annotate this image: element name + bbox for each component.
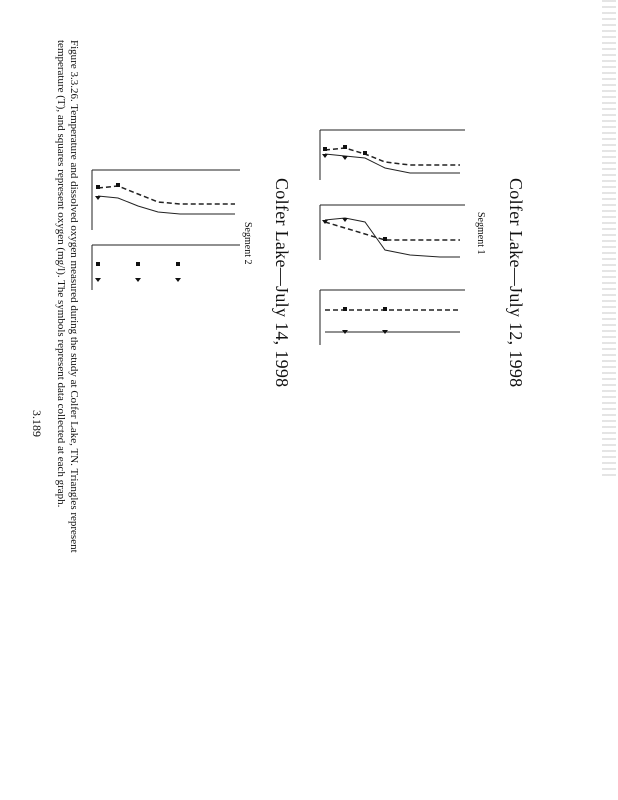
figure-title-july-12: Colfer Lake—July 12, 1998: [506, 178, 526, 388]
chart-group-july-12: [300, 110, 500, 370]
data-point: [116, 183, 120, 187]
chart-panel-3: [320, 290, 465, 345]
data-point: [343, 307, 347, 311]
data-point: [96, 185, 100, 189]
data-point: [363, 151, 367, 155]
legend-label-lower: Segment 2: [242, 222, 253, 265]
data-point: [342, 218, 348, 222]
caption-line-1: Figure 3.3.26. Temperature and dissolved oxygen measured during the study at Colfer Lake, TN. Triangles represent: [68, 40, 80, 553]
figure-caption: [54, 40, 80, 553]
data-point: [95, 278, 101, 282]
data-point: [322, 154, 328, 158]
chart-panel-1: [320, 130, 465, 180]
data-point: [383, 237, 387, 241]
page-number: 3.189: [30, 410, 44, 437]
data-point: [136, 262, 140, 266]
temperature-line: [98, 196, 235, 214]
data-point: [343, 145, 347, 149]
data-point: [96, 262, 100, 266]
data-point: [175, 278, 181, 282]
oxygen-line: [325, 222, 460, 240]
legend-label-upper: Segment 1: [475, 212, 486, 255]
oxygen-line: [98, 186, 235, 204]
data-point: [95, 196, 101, 200]
caption-line-2: temperature (T), and squares represent oxygen (mg/l). The symbols represent data collected at each graph.: [55, 40, 67, 508]
figure-title-july-14: Colfer Lake—July 14, 1998: [272, 178, 292, 388]
chart-group-july-14: [80, 150, 260, 300]
chart-panel-4: [92, 170, 240, 230]
data-point: [176, 262, 180, 266]
data-point: [323, 147, 327, 151]
data-point: [383, 307, 387, 311]
data-point: [342, 156, 348, 160]
data-point: [135, 278, 141, 282]
chart-panel-5: [92, 245, 240, 290]
chart-panel-2: [320, 205, 465, 260]
temperature-line: [325, 218, 460, 257]
scan-artifact-edge: [602, 0, 616, 480]
